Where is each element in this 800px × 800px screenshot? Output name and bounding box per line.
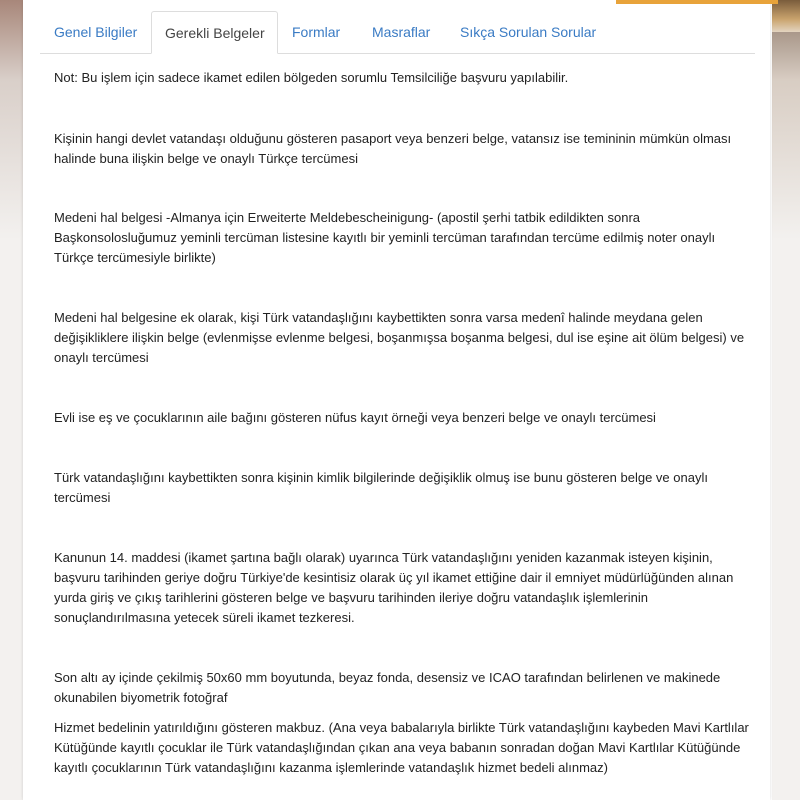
document-item: Kanunun 14. maddesi (ikamet şartına bağlı olarak) uyarınca Türk vatandaşlığını yeniden kazanmak isteyen kişinin, başvuru tarihinden geriye doğru Türkiye'de kesintisiz olarak üç yıl ikamet ettiğine dair il emniyet müdürlüğünden alınan yurda giriş ve çıkış tarihlerini gösteren belge ve başvuru tarihinden ileriye doğru vatandaşlık işlemlerinin sonuçlandırılmasına yetecek süreli ikamet tezkeresi. [54, 550, 734, 625]
document-item: Evli ise eş ve çocuklarının aile bağını gösteren nüfus kayıt örneği veya benzeri belge ve onaylı tercümesi [54, 410, 656, 425]
tab-bar [40, 11, 755, 54]
document-item: Medeni hal belgesine ek olarak, kişi Türk vatandaşlığını kaybettikten sonra varsa medenî halinde meydana gelen değişikliklere ilişkin belge (evlenmişse evlenme belgesi, boşanmışsa boşanma belgesi, dul ise eşine ait ölüm belgesi) ve onaylı tercümesi [54, 310, 745, 365]
tab-sikca-sorulan-sorular[interactable]: Sıkça Sorulan Sorular [460, 24, 597, 40]
content-panel [23, 0, 770, 800]
note-text: Not: Bu işlem için sadece ikamet edilen bölgeden sorumlu Temsilciliğe başvuru yapılabilir. [54, 70, 569, 85]
tab-masraflar[interactable]: Masraflar [372, 24, 431, 40]
document-item: Medeni hal belgesi -Almanya için Erweiterte Meldebescheinigung- (apostil şerhi tatbik edildikten sonra Başkonsolosluğumuz yeminli tercüman listesine kayıtlı bir yeminli tercüman tarafından tercüme edilmiş noter onaylı Türkçe tercümesiyle birlikte) [54, 210, 716, 265]
document-item: Hizmet bedelinin yatırıldığını gösteren makbuz. (Ana veya babalarıyla birlikte Türk vatandaşlığını kaybeden Mavi Kartlılar Kütüğünde kayıtlı çocuklar ile Türk vatandaşlığından çıkan ana veya babanın sonradan doğan Mavi Kartlılar Kütüğünde kayıtlı çocuklarının Türk vatandaşlığını kazanma işlemlerinde vatandaşlık hizmet bedeli alınmaz) [54, 720, 749, 775]
document-item: Son altı ay içinde çekilmiş 50x60 mm boyutunda, beyaz fonda, desensiz ve ICAO tarafından belirlenen ve makinede okunabilen biyometrik fotoğraf [54, 670, 721, 705]
page-background-right [772, 0, 800, 800]
tab-formlar[interactable]: Formlar [292, 24, 341, 40]
tab-gerekli-belgeler[interactable]: Gerekli Belgeler [151, 11, 278, 54]
document-item: Kişinin hangi devlet vatandaşı olduğunu gösteren pasaport veya benzeri belge, vatansız ise temininin mümkün olması halinde buna ilişkin belge ve onaylı Türkçe tercümesi [54, 131, 732, 166]
tab-genel-bilgiler[interactable]: Genel Bilgiler [54, 24, 138, 40]
background-image-strip [772, 0, 800, 32]
document-item: Türk vatandaşlığını kaybettikten sonra kişinin kimlik bilgilerinde değişiklik olmuş ise bunu gösteren belge ve onaylı tercümesi [54, 470, 708, 505]
top-accent-bar [616, 0, 778, 4]
